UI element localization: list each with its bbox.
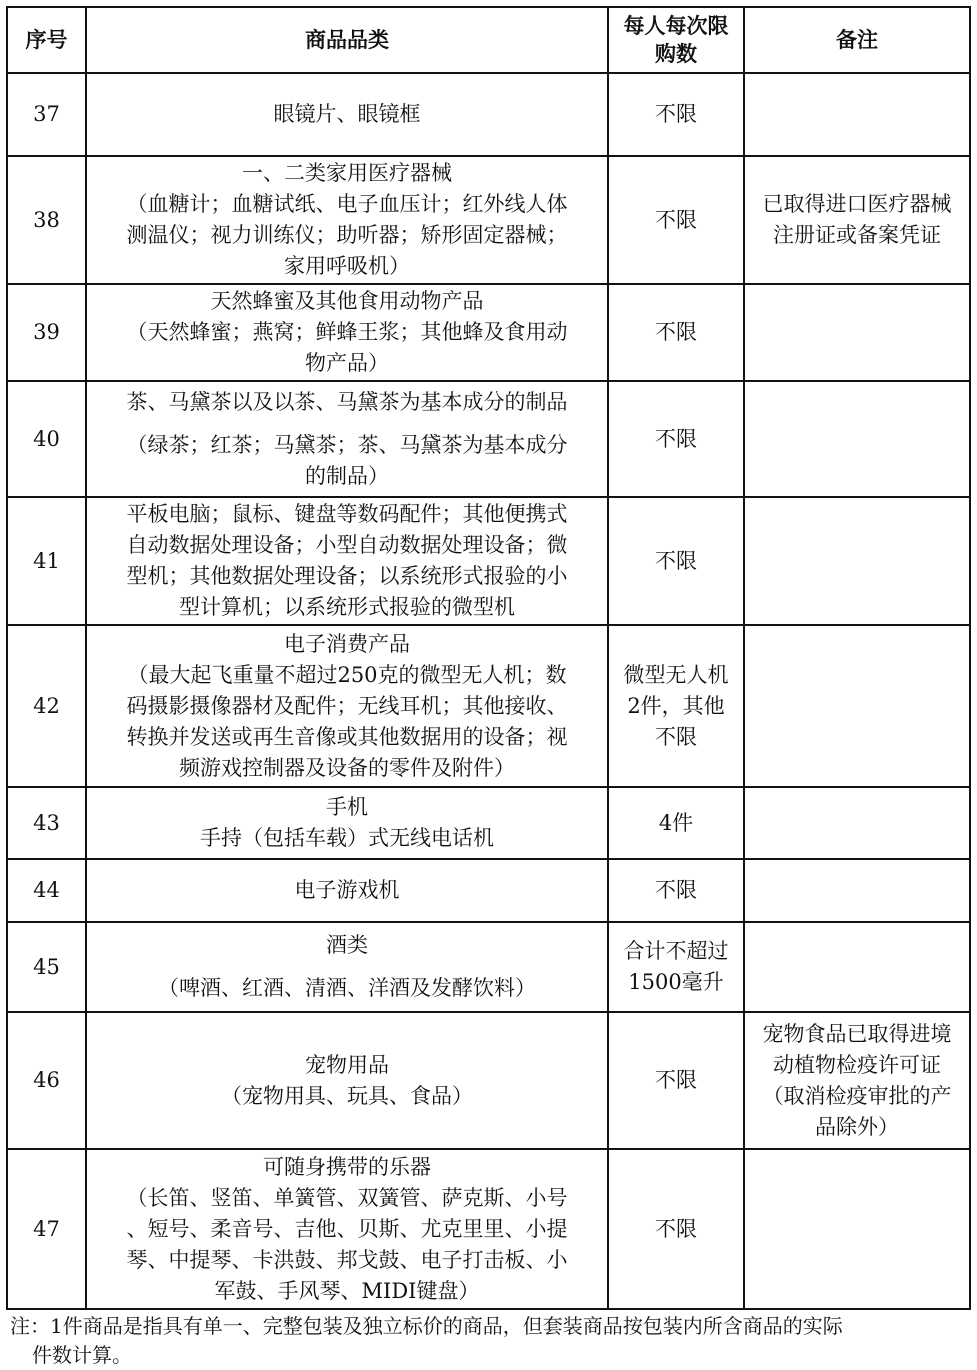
cell-category-line: （天然蜂蜜；燕窝；鲜蜂王浆；其他蜂及食用动 (126, 320, 568, 344)
cell-limit-line: 不限 (655, 1216, 697, 1241)
cell-category-line: 电子游戏机 (294, 878, 400, 902)
cell-category-line: 测温仪；视力训练仪；助听器；矫形固定器械； (126, 223, 568, 247)
cell-category-line: （啤酒、红酒、清酒、洋酒及发酵饮料） (158, 976, 536, 1000)
cell-category-line: 码摄影摄像器材及配件；无线耳机；其他接收、 (126, 693, 568, 718)
table-row (7, 625, 970, 787)
cell-category-line: 频游戏控制器及设备的零件及附件） (179, 755, 515, 780)
cell-no: 39 (7, 284, 86, 381)
cell-category-line: 手持（包括车载）式无线电话机 (200, 826, 494, 850)
cell-no: 47 (7, 1149, 86, 1309)
cell-category-line: 一、二类家用医疗器械 (242, 161, 452, 185)
cell-limit (608, 1149, 744, 1309)
cell-no: 43 (7, 787, 86, 859)
cell-category-line: 平板电脑；鼠标、键盘等数码配件；其他便携式 (126, 502, 568, 526)
cell-remark (744, 859, 970, 922)
cell-remark (744, 1149, 970, 1309)
cell-limit-line: 不限 (655, 102, 697, 126)
cell-limit (608, 625, 744, 787)
cell-no: 44 (7, 859, 86, 922)
header-category: 商品品类 (86, 7, 608, 73)
cell-category (86, 497, 608, 625)
cell-remark-line: 宠物食品已取得进境 (762, 1021, 952, 1046)
cell-category (86, 859, 608, 922)
cell-category (86, 73, 608, 156)
cell-category-line: 琴、中提琴、卡洪鼓、邦戈鼓、电子打击板、小 (126, 1247, 568, 1272)
cell-remark (744, 156, 970, 284)
cell-limit-line: 不限 (655, 1068, 697, 1092)
cell-no: 45 (7, 922, 86, 1012)
cell-limit (608, 284, 744, 381)
cell-limit (608, 497, 744, 625)
cell-remark-line: （取消检疫审批的产 (762, 1083, 952, 1108)
cell-category-line: （血糖计；血糖试纸、电子血压计；红外线人体 (126, 192, 568, 216)
cell-limit-line: 不限 (655, 320, 697, 344)
cell-no: 46 (7, 1012, 86, 1149)
cell-category-line: （绿茶；红茶；马黛茶；茶、马黛茶为基本成分 (126, 432, 568, 457)
cell-no: 41 (7, 497, 86, 625)
cell-category-line: 转换并发送或再生音像或其他数据用的设备；视 (126, 724, 568, 749)
cell-limit (608, 787, 744, 859)
cell-category-line: 可随身携带的乐器 (263, 1154, 431, 1179)
cell-limit-line: 2件，其他 (627, 693, 725, 718)
cell-limit (608, 156, 744, 284)
cell-category (86, 284, 608, 381)
cell-limit-line: 不限 (655, 207, 697, 232)
header-limit-line: 每人每次限 (623, 14, 729, 38)
cell-category-line: （长笛、竖笛、单簧管、双簧管、萨克斯、小号 (126, 1185, 568, 1210)
table-row (7, 497, 970, 625)
cell-remark-line: 品除外） (815, 1114, 899, 1139)
cell-remark (744, 1012, 970, 1149)
header-remark: 备注 (744, 7, 970, 73)
cell-category-line: 家用呼吸机） (284, 254, 410, 278)
cell-limit (608, 381, 744, 497)
cell-category-line: 茶、马黛茶以及以茶、马黛茶为基本成分的制品 (126, 389, 568, 414)
table-row (7, 1012, 970, 1149)
cell-limit-line: 4件 (658, 810, 694, 835)
cell-remark (744, 497, 970, 625)
header-row (7, 7, 970, 73)
cell-limit-line: 不限 (655, 426, 697, 451)
cell-limit (608, 922, 744, 1012)
cell-category-line: 、短号、柔音号、吉他、贝斯、尤克里里、小提 (126, 1216, 568, 1241)
cell-no: 40 (7, 381, 86, 497)
cell-remark (744, 922, 970, 1012)
table-row (7, 922, 970, 1012)
header-limit-line: 购数 (655, 42, 697, 66)
cell-category-line: 的制品） (305, 463, 389, 488)
cell-category-line: 型计算机；以系统形式报验的微型机 (179, 595, 515, 619)
product-limit-table (6, 6, 971, 1310)
cell-category (86, 787, 608, 859)
table-body (7, 73, 970, 1309)
cell-category-line: 军鼓、手风琴、MIDI键盘） (214, 1278, 480, 1303)
cell-remark-line: 已取得进口医疗器械 (762, 192, 952, 216)
cell-category-line: 自动数据处理设备；小型自动数据处理设备；微 (126, 533, 568, 557)
cell-limit-line: 不限 (655, 878, 697, 902)
cell-category (86, 381, 608, 497)
cell-category-line: 酒类 (326, 933, 368, 957)
footnote-line: 注：1件商品是指具有单一、完整包装及独立标价的商品，但套装商品按包装内所含商品的实际 (10, 1314, 843, 1338)
cell-category-line: 眼镜片、眼镜框 (273, 102, 421, 126)
cell-category-line: 物产品） (305, 351, 389, 375)
table-row (7, 1149, 970, 1309)
cell-limit-line: 不限 (655, 548, 697, 573)
cell-no: 38 (7, 156, 86, 284)
cell-remark-line: 动植物检疫许可证 (773, 1052, 941, 1077)
cell-no: 42 (7, 625, 86, 787)
table-row (7, 787, 970, 859)
cell-category (86, 156, 608, 284)
cell-category (86, 1012, 608, 1149)
cell-limit-line: 不限 (655, 724, 697, 749)
cell-category-line: 天然蜂蜜及其他食用动物产品 (210, 289, 484, 313)
table-row (7, 73, 970, 156)
footnote (10, 1312, 950, 1370)
cell-category (86, 1149, 608, 1309)
table-row (7, 381, 970, 497)
cell-no: 37 (7, 73, 86, 156)
cell-category (86, 922, 608, 1012)
table-row (7, 284, 970, 381)
cell-limit-line: 微型无人机 (623, 662, 729, 687)
cell-remark-line: 注册证或备案凭证 (773, 223, 941, 247)
cell-remark (744, 625, 970, 787)
cell-category-line: 手机 (326, 795, 368, 819)
cell-remark (744, 73, 970, 156)
table-row (7, 156, 970, 284)
header-limit (608, 7, 744, 73)
footnote-line: 件数计算。 (32, 1343, 132, 1367)
cell-category-line: 宠物用品 (305, 1052, 389, 1077)
cell-remark (744, 284, 970, 381)
table-row (7, 859, 970, 922)
cell-category-line: （最大起飞重量不超过250克的微型无人机；数 (127, 662, 567, 687)
cell-remark (744, 787, 970, 859)
header-no: 序号 (7, 7, 86, 73)
cell-limit (608, 73, 744, 156)
cell-limit (608, 859, 744, 922)
cell-limit-line: 合计不超过 (623, 939, 729, 963)
cell-category-line: 型机；其他数据处理设备；以系统形式报验的小 (126, 564, 568, 588)
cell-limit (608, 1012, 744, 1149)
cell-remark (744, 381, 970, 497)
cell-category-line: （宠物用具、玩具、食品） (221, 1083, 473, 1108)
cell-category (86, 625, 608, 787)
cell-limit-line: 1500毫升 (628, 970, 724, 994)
cell-category-line: 电子消费产品 (284, 631, 410, 656)
